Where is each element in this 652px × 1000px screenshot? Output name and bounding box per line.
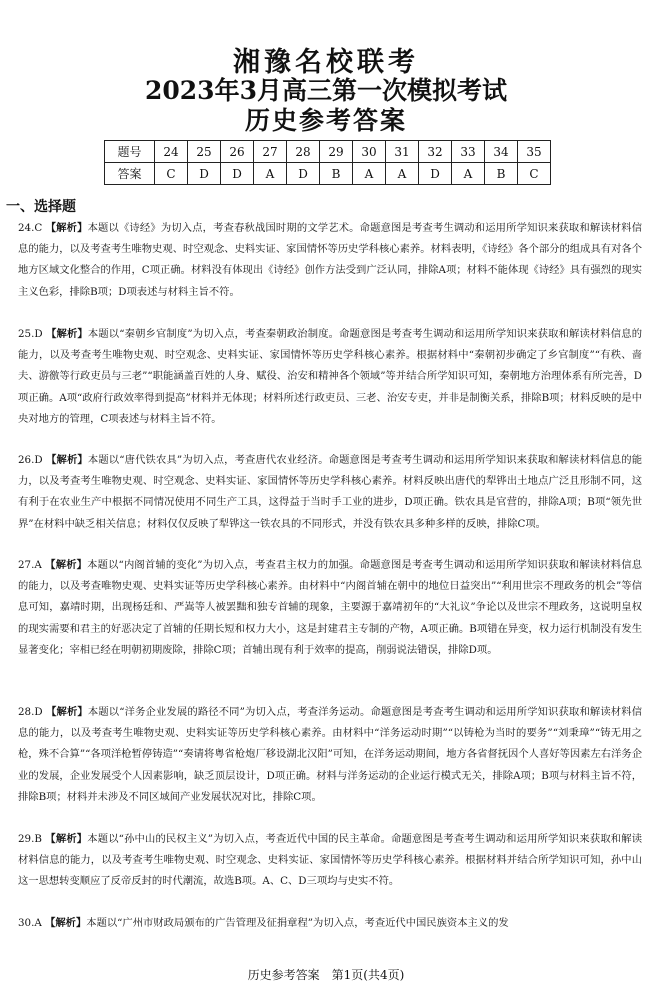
question-number-answer: 30.A: [18, 917, 42, 929]
question-explanation: [18, 829, 642, 893]
section-heading: 一、选择题: [6, 199, 76, 215]
question-number-cell: 31: [386, 141, 419, 163]
explanation-text: 本题以“孙中山的民权主义”为切入点，考查近代中国的民主革命。命题意图是考查考生调动和运用所学知识来获取和解读材料信息的能力，以及考查考生唯物史观、时空观念、史料实证、家国情怀等历史学科核心素养。根据材料并结合所学知识可知，孙中山这一思想转变顺应了反帝反封的时代潮流，故选B项。A、C、D三项均与史实不符。: [18, 833, 643, 888]
answer-cell: C: [518, 163, 551, 185]
question-number-answer: 28.D: [18, 706, 43, 718]
explanation-text: 本题以“秦朝乡官制度”为切入点，考查秦朝政治制度。命题意图是考查考生调动和运用所学知识来获取和解读材料信息的能力，以及考查考生唯物史观、时空观念、史料实证、家国情怀等历史学科核心素养。根据材料中“秦朝初步确定了乡官制度”“有秩、啬夫、游徼等行政吏员与三老”“职能涵盖百姓的人身、赋役、治安和精神各个领域”等并结合所学知识可知，秦朝地方治理体系有所完善，D项正确。A项“政府行政效率得到提高”材料并无体现；材料所述行政吏员、三老、治安专吏，并非是制衡关系，排除B项；材料反映的是中央对地方的管理，C项表述与材料主旨不符。: [18, 328, 643, 425]
question-number-cell: 33: [452, 141, 485, 163]
analysis-tag: 【解析】: [45, 222, 88, 234]
analysis-tag: 【解析】: [46, 706, 88, 718]
answer-cell: D: [419, 163, 452, 185]
answer-cell: B: [320, 163, 353, 185]
answer-key-table: [104, 140, 551, 185]
question-number-cell: 30: [353, 141, 386, 163]
explanation-text: 本题以“广州市财政局颁布的广告管理及征捐章程”为切入点，考查近代中国民族资本主义的发: [86, 917, 509, 929]
answer-cell: D: [188, 163, 221, 185]
question-number-cell: 26: [221, 141, 254, 163]
exam-series-title: 湘豫名校联考: [233, 47, 419, 78]
question-explanation: [18, 913, 642, 934]
question-number-cell: 32: [419, 141, 452, 163]
explanation-text: 本题以“唐代铁农具”为切入点，考查唐代农业经济。命题意图是考查考生调动和运用所学知识来获取和解读材料信息的能力，以及考查考生唯物史观、时空观念、史料实证、家国情怀等历史学科核心素养。材料反映出唐代的犁铧出土地点广泛且形制不同，这有利于在农业生产中根据不同情况使用不同生产工具，这得益于当时手工业的进步，D项正确。铁农具是官营的，排除A项；B项“领先世界”在材料中缺乏相关信息；材料仅仅反映了犁铧这一铁农具的不同形式，并没有铁农具多种多样的反映，排除C项。: [18, 454, 643, 530]
answer-cell: D: [287, 163, 320, 185]
analysis-tag: 【解析】: [45, 917, 87, 929]
answer-cell: A: [254, 163, 287, 185]
analysis-tag: 【解析】: [45, 559, 88, 571]
question-number-cell: 29: [320, 141, 353, 163]
question-explanation: [18, 702, 642, 808]
question-number-answer: 27.A: [18, 559, 42, 571]
answer-cell: D: [221, 163, 254, 185]
question-number-answer: 26.D: [18, 454, 43, 466]
explanation-text: 本题以“内阁首辅的变化”为切入点，考查君主权力的加强。命题意图是考查考生调动和运用所学知识获取和解读材料信息的能力，以及考查唯物史观、史料实证等历史学科核心素养。由材料中“内阁首辅在朝中的地位日益突出”“利用世宗不理政务的机会”等信息可知，嘉靖时期，出现杨廷和、严嵩等人被罢黜和独专首辅的现象，主要源于嘉靖初年的“大礼议”争论以及世宗不理政务，这说明皇权的现实需要和君主的好恶决定了首辅的任期长短和权力大小，这是封建君主专制的产物，A项正确。B项错在异变，权力运行机制没有发生显著变化；宰相已经在明朝初期废除，排除C项；首辅出现有利于效率的提高，削弱说法错误，排除D项。: [18, 559, 643, 656]
answer-cell: B: [485, 163, 518, 185]
answer-cell: A: [386, 163, 419, 185]
question-number-answer: 29.B: [18, 833, 42, 845]
question-number-answer: 24.C: [18, 222, 43, 234]
question-number-cell: 25: [188, 141, 221, 163]
question-number-row: [105, 141, 551, 163]
question-explanation: [18, 218, 642, 303]
question-number-answer: 25.D: [18, 328, 43, 340]
analysis-tag: 【解析】: [46, 328, 88, 340]
question-explanation: [18, 450, 642, 535]
answer-cell: A: [353, 163, 386, 185]
answer-cell: A: [452, 163, 485, 185]
question-number-cell: 27: [254, 141, 287, 163]
answer-cell: C: [155, 163, 188, 185]
question-number-cell: 28: [287, 141, 320, 163]
question-number-cell: 35: [518, 141, 551, 163]
exam-name-title: 2023年3月高三第一次模拟考试: [145, 76, 507, 105]
question-number-cell: 24: [155, 141, 188, 163]
page-footer: 历史参考答案 第1页(共4页): [247, 968, 405, 982]
question-explanation: [18, 555, 642, 661]
answer-row: [105, 163, 551, 185]
analysis-tag: 【解析】: [45, 833, 88, 845]
question-explanation: [18, 324, 642, 430]
document-title: 历史参考答案: [244, 106, 407, 135]
analysis-tag: 【解析】: [46, 454, 88, 466]
explanation-text: 本题以《诗经》为切入点，考查春秋战国时期的文学艺术。命题意图是考查考生调动和运用所学知识来获取和解读材料信息的能力，以及考查考生唯物史观、时空观念、史料实证、家国情怀等历史学科核心素养。材料表明，《诗经》各个部分的组成具有对各个地方区域文化整合的作用，C项正确。材料没有体现出《诗经》创作方法受到广泛认同，排除A项；材料不能体现《诗经》具有强烈的现实主义色彩，排除B项；D项表述与材料主旨不符。: [18, 222, 643, 298]
row-label-question-number: 题号: [105, 141, 155, 163]
row-label-answer: 答案: [105, 163, 155, 185]
explanation-text: 本题以“洋务企业发展的路径不同”为切入点，考查洋务运动。命题意图是考查考生调动和运用所学知识获取和解读材料信息的能力，以及考查考生唯物史观、史料实证等历史学科核心素养。由材料中“洋务运动时期”“以铸枪为当时的要务”“刘秉璋”“铸无用之枪，殊不合算”“各项洋枪暂停铸造”“奏请将粤省枪炮厂移设湖北汉阳”可知，在洋务运动期间，地方各省督抚因个人喜好等因素左右洋务企业的发展，企业发展受个人因素影响，缺乏顶层设计，D项正确。材料与洋务运动的企业运行模式无关，排除A项；B项与材料主旨不符，排除B项；材料并未涉及不同区域间产业发展状况对比，排除C项。: [18, 706, 643, 803]
question-number-cell: 34: [485, 141, 518, 163]
